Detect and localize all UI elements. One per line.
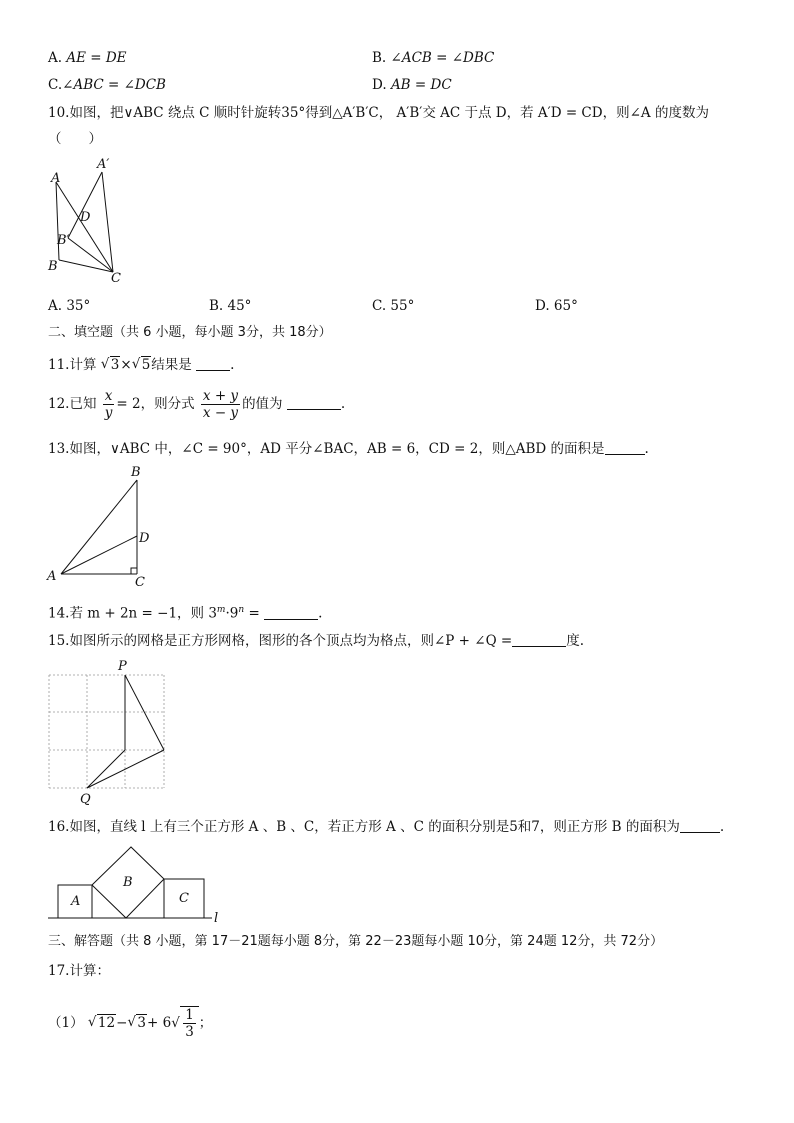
- q16-label-l: l: [214, 911, 219, 926]
- q9-option-d: D. AB = DC: [372, 77, 452, 93]
- q13-answer-blank[interactable]: [605, 440, 645, 455]
- q10-option-b: B. 45°: [209, 298, 252, 314]
- q16-label-b: B: [123, 875, 133, 890]
- q12-answer-blank[interactable]: [287, 395, 341, 410]
- q17-sqrt-12: √ 12: [87, 1014, 116, 1031]
- q11-sqrt-5: √ 5: [131, 356, 151, 373]
- q16-figure: [40, 840, 230, 930]
- q13-label-c: C: [135, 575, 145, 590]
- q9-option-c: C.∠ABC = ∠DCB: [48, 77, 166, 93]
- q16-stem: 16.如图，直线 l 上有三个正方形 A 、B 、C，若正方形 A 、C 的面积分别是5和7，则正方形 B 的面积为 .: [48, 819, 725, 835]
- q15-label-q: Q: [80, 792, 91, 807]
- q9-option-a: A. AE = DE: [48, 50, 127, 66]
- q10-label-b: B: [48, 259, 58, 274]
- q14: 14.若 m + 2n = −1，则 $3^m\cdot 9^n$ = .: [48, 605, 323, 622]
- q10-stem: 10.如图，把∨ABC 绕点 C 顺时针旋转35°得到△A′B′C， A′B′交 AC 于点 D，若 A′D = CD，则∠A 的度数为: [48, 105, 709, 121]
- q13-stem: 13.如图，∨ABC 中，∠C = 90°，AD 平分∠BAC，AB = 6，CD = 2，则△ABD 的面积是 .: [48, 441, 649, 457]
- q10-option-a: A. 35°: [48, 298, 91, 314]
- q16-label-c: C: [179, 891, 189, 906]
- q16-answer-blank[interactable]: [680, 818, 720, 833]
- q10-figure: [40, 150, 140, 290]
- q17-part-1: （1） √ 12− √ 3+ 6 √ $\frac{1}{3}$ ；: [48, 1007, 213, 1040]
- q10-option-c: C. 55°: [372, 298, 415, 314]
- q10-label-a: A: [51, 171, 61, 186]
- q13-label-b: B: [131, 465, 141, 480]
- q12: 12.已知 $\frac{x}{y}$ = 2，则分式 $\frac{x + y}{x - y}$ 的值为 .: [48, 388, 346, 421]
- q10-label-a-prime: A′: [97, 157, 110, 172]
- q10-option-d: D. 65°: [535, 298, 578, 314]
- q15-grid-figure: [40, 656, 180, 808]
- q13-label-d: D: [139, 531, 150, 546]
- q10-label-b-prime: B′: [57, 233, 70, 248]
- q17-stem: 17.计算：: [48, 963, 110, 979]
- q10-label-c: C: [111, 271, 121, 286]
- q13-label-a: A: [47, 569, 57, 584]
- section-3-heading: 三、解答题（共 8 小题，第 17－21题每小题 8分，第 22－23题每小题 10分，第 24题 12分，共 72分）: [48, 934, 664, 949]
- q11-answer-blank[interactable]: [196, 356, 230, 371]
- q11-sqrt-3: √ 3: [100, 356, 120, 373]
- q9-option-b: B. ∠ACB = ∠DBC: [372, 50, 495, 66]
- q17-sqrt-one-third: √ $\frac{1}{3}$: [171, 1006, 199, 1040]
- q13-figure: [40, 462, 180, 592]
- q15-answer-blank[interactable]: [512, 632, 566, 647]
- q11: 11.计算 √ 3× √ 5结果是 .: [48, 356, 235, 373]
- q12-fraction-x-over-y: $\frac{x}{y}$: [104, 388, 113, 421]
- q10-label-d: D: [80, 210, 91, 225]
- q17-sqrt-3: √ 3: [127, 1014, 146, 1031]
- section-2-heading: 二、填空题（共 6 小题，每小题 3分，共 18分）: [48, 325, 332, 340]
- q15-label-p: P: [118, 659, 127, 674]
- q16-label-a: A: [71, 894, 81, 909]
- q12-fraction-sum-over-diff: $\frac{x + y}{x - y}$: [202, 388, 239, 421]
- q10-paren: （ ）: [48, 131, 102, 147]
- q14-answer-blank[interactable]: [264, 605, 318, 620]
- q15: 15.如图所示的网格是正方形网格，图形的各个顶点均为格点，则∠P + ∠Q = 度.: [48, 633, 585, 649]
